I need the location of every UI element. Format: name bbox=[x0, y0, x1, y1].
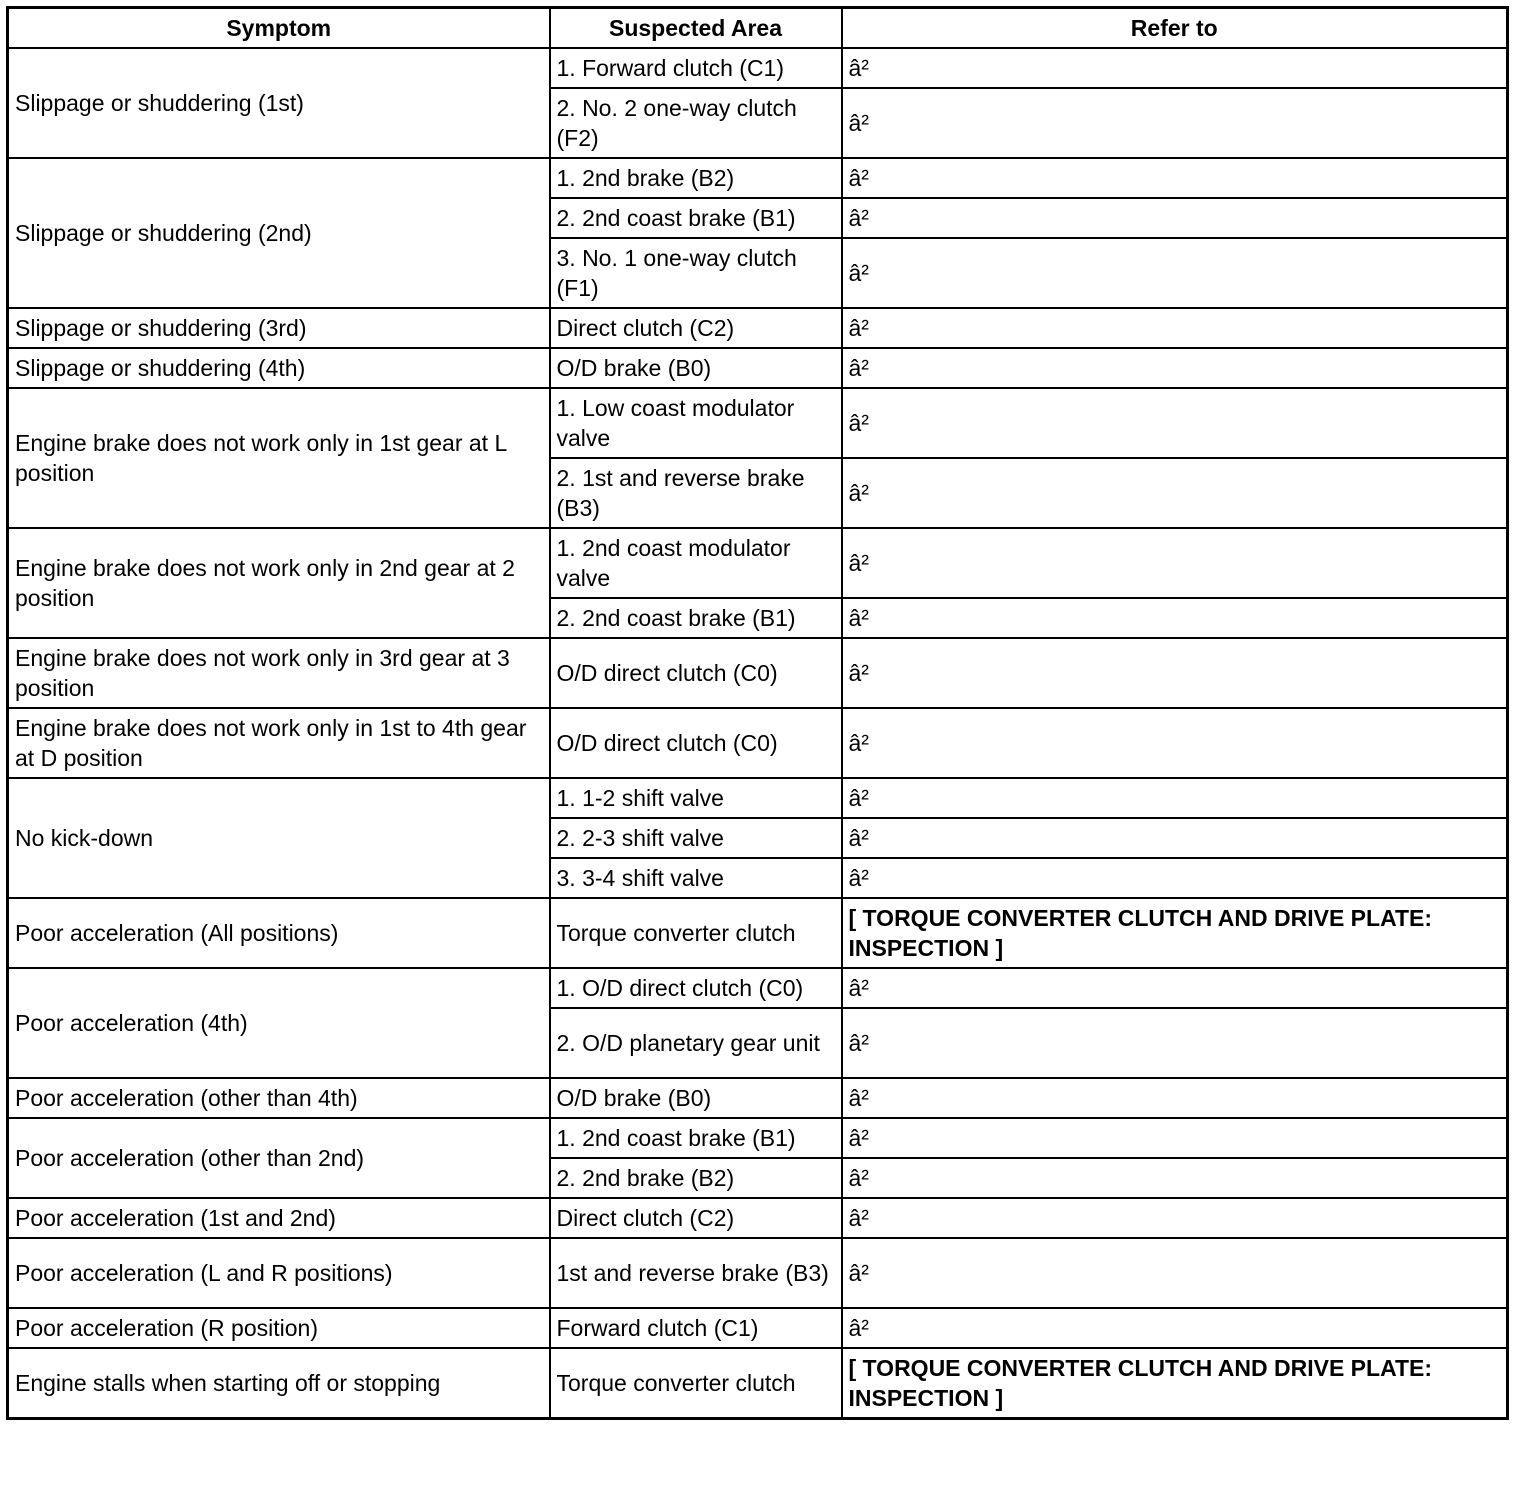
refer-to-cell: â² bbox=[842, 1238, 1508, 1308]
suspected-area-cell: 1st and reverse brake (B3) bbox=[550, 1238, 842, 1308]
suspected-area-cell: 2. 1st and reverse brake (B3) bbox=[550, 458, 842, 528]
suspected-area-cell: Torque converter clutch bbox=[550, 898, 842, 968]
symptom-cell: Slippage or shuddering (3rd) bbox=[8, 308, 550, 348]
symptom-cell: Poor acceleration (L and R positions) bbox=[8, 1238, 550, 1308]
table-row bbox=[8, 638, 1508, 708]
suspected-area-cell: 2. 2-3 shift valve bbox=[550, 818, 842, 858]
suspected-area-cell: Direct clutch (C2) bbox=[550, 308, 842, 348]
refer-to-cell: â² bbox=[842, 158, 1508, 198]
table-row bbox=[8, 1078, 1508, 1118]
table-row bbox=[8, 528, 1508, 598]
table-row bbox=[8, 1118, 1508, 1158]
refer-to-cell: â² bbox=[842, 48, 1508, 88]
refer-to-cell: â² bbox=[842, 778, 1508, 818]
symptom-cell: Engine stalls when starting off or stopping bbox=[8, 1348, 550, 1419]
diagnosis-table bbox=[6, 6, 1509, 1420]
table-row bbox=[8, 1198, 1508, 1238]
table-row bbox=[8, 308, 1508, 348]
symptom-cell: Engine brake does not work only in 1st gear at L position bbox=[8, 388, 550, 528]
symptom-cell: Poor acceleration (1st and 2nd) bbox=[8, 1198, 550, 1238]
table-row bbox=[8, 778, 1508, 818]
table-row bbox=[8, 1348, 1508, 1419]
symptom-cell: Slippage or shuddering (4th) bbox=[8, 348, 550, 388]
refer-to-cell: â² bbox=[842, 1158, 1508, 1198]
symptom-cell: Slippage or shuddering (2nd) bbox=[8, 158, 550, 308]
table-row bbox=[8, 348, 1508, 388]
symptom-cell: Poor acceleration (other than 2nd) bbox=[8, 1118, 550, 1198]
table-row bbox=[8, 898, 1508, 968]
refer-to-cell: â² bbox=[842, 198, 1508, 238]
refer-to-cell: â² bbox=[842, 708, 1508, 778]
refer-to-link[interactable]: [ TORQUE CONVERTER CLUTCH AND DRIVE PLATE: INSPECTION ] bbox=[842, 898, 1508, 968]
table-row bbox=[8, 1308, 1508, 1348]
suspected-area-cell: 1. Low coast modulator valve bbox=[550, 388, 842, 458]
suspected-area-cell: 1. 1-2 shift valve bbox=[550, 778, 842, 818]
symptom-cell: Engine brake does not work only in 3rd gear at 3 position bbox=[8, 638, 550, 708]
suspected-area-cell: O/D brake (B0) bbox=[550, 1078, 842, 1118]
refer-to-cell: â² bbox=[842, 1198, 1508, 1238]
refer-to-cell: â² bbox=[842, 308, 1508, 348]
header-suspected-area: Suspected Area bbox=[550, 8, 842, 49]
suspected-area-cell: O/D direct clutch (C0) bbox=[550, 638, 842, 708]
symptom-cell: Engine brake does not work only in 1st to 4th gear at D position bbox=[8, 708, 550, 778]
table-row bbox=[8, 1238, 1508, 1308]
suspected-area-cell: Forward clutch (C1) bbox=[550, 1308, 842, 1348]
refer-to-link[interactable]: [ TORQUE CONVERTER CLUTCH AND DRIVE PLATE: INSPECTION ] bbox=[842, 1348, 1508, 1419]
suspected-area-cell: 2. 2nd brake (B2) bbox=[550, 1158, 842, 1198]
symptom-cell: No kick-down bbox=[8, 778, 550, 898]
refer-to-cell: â² bbox=[842, 1078, 1508, 1118]
suspected-area-cell: 1. 2nd coast brake (B1) bbox=[550, 1118, 842, 1158]
refer-to-cell: â² bbox=[842, 1118, 1508, 1158]
suspected-area-cell: Direct clutch (C2) bbox=[550, 1198, 842, 1238]
suspected-area-cell: 3. No. 1 one-way clutch (F1) bbox=[550, 238, 842, 308]
suspected-area-cell: 2. O/D planetary gear unit bbox=[550, 1008, 842, 1078]
suspected-area-cell: 1. 2nd brake (B2) bbox=[550, 158, 842, 198]
symptom-cell: Poor acceleration (All positions) bbox=[8, 898, 550, 968]
suspected-area-cell: 2. No. 2 one-way clutch (F2) bbox=[550, 88, 842, 158]
header-symptom: Symptom bbox=[8, 8, 550, 49]
symptom-cell: Poor acceleration (other than 4th) bbox=[8, 1078, 550, 1118]
header-refer-to: Refer to bbox=[842, 8, 1508, 49]
table-row bbox=[8, 708, 1508, 778]
symptom-cell: Poor acceleration (R position) bbox=[8, 1308, 550, 1348]
table-body bbox=[8, 48, 1508, 1419]
table-row bbox=[8, 968, 1508, 1008]
symptom-cell: Slippage or shuddering (1st) bbox=[8, 48, 550, 158]
refer-to-cell: â² bbox=[842, 968, 1508, 1008]
suspected-area-cell: 2. 2nd coast brake (B1) bbox=[550, 198, 842, 238]
suspected-area-cell: 1. Forward clutch (C1) bbox=[550, 48, 842, 88]
symptom-cell: Engine brake does not work only in 2nd gear at 2 position bbox=[8, 528, 550, 638]
table-row bbox=[8, 388, 1508, 458]
table-row bbox=[8, 158, 1508, 198]
suspected-area-cell: 1. 2nd coast modulator valve bbox=[550, 528, 842, 598]
suspected-area-cell: 1. O/D direct clutch (C0) bbox=[550, 968, 842, 1008]
refer-to-cell: â² bbox=[842, 598, 1508, 638]
table-row bbox=[8, 48, 1508, 88]
refer-to-cell: â² bbox=[842, 88, 1508, 158]
refer-to-cell: â² bbox=[842, 1308, 1508, 1348]
refer-to-cell: â² bbox=[842, 238, 1508, 308]
suspected-area-cell: O/D brake (B0) bbox=[550, 348, 842, 388]
suspected-area-cell: Torque converter clutch bbox=[550, 1348, 842, 1419]
refer-to-cell: â² bbox=[842, 1008, 1508, 1078]
suspected-area-cell: 3. 3-4 shift valve bbox=[550, 858, 842, 898]
symptom-cell: Poor acceleration (4th) bbox=[8, 968, 550, 1078]
refer-to-cell: â² bbox=[842, 818, 1508, 858]
refer-to-cell: â² bbox=[842, 348, 1508, 388]
refer-to-cell: â² bbox=[842, 458, 1508, 528]
suspected-area-cell: O/D direct clutch (C0) bbox=[550, 708, 842, 778]
header-row bbox=[8, 8, 1508, 49]
refer-to-cell: â² bbox=[842, 858, 1508, 898]
refer-to-cell: â² bbox=[842, 638, 1508, 708]
refer-to-cell: â² bbox=[842, 388, 1508, 458]
refer-to-cell: â² bbox=[842, 528, 1508, 598]
suspected-area-cell: 2. 2nd coast brake (B1) bbox=[550, 598, 842, 638]
